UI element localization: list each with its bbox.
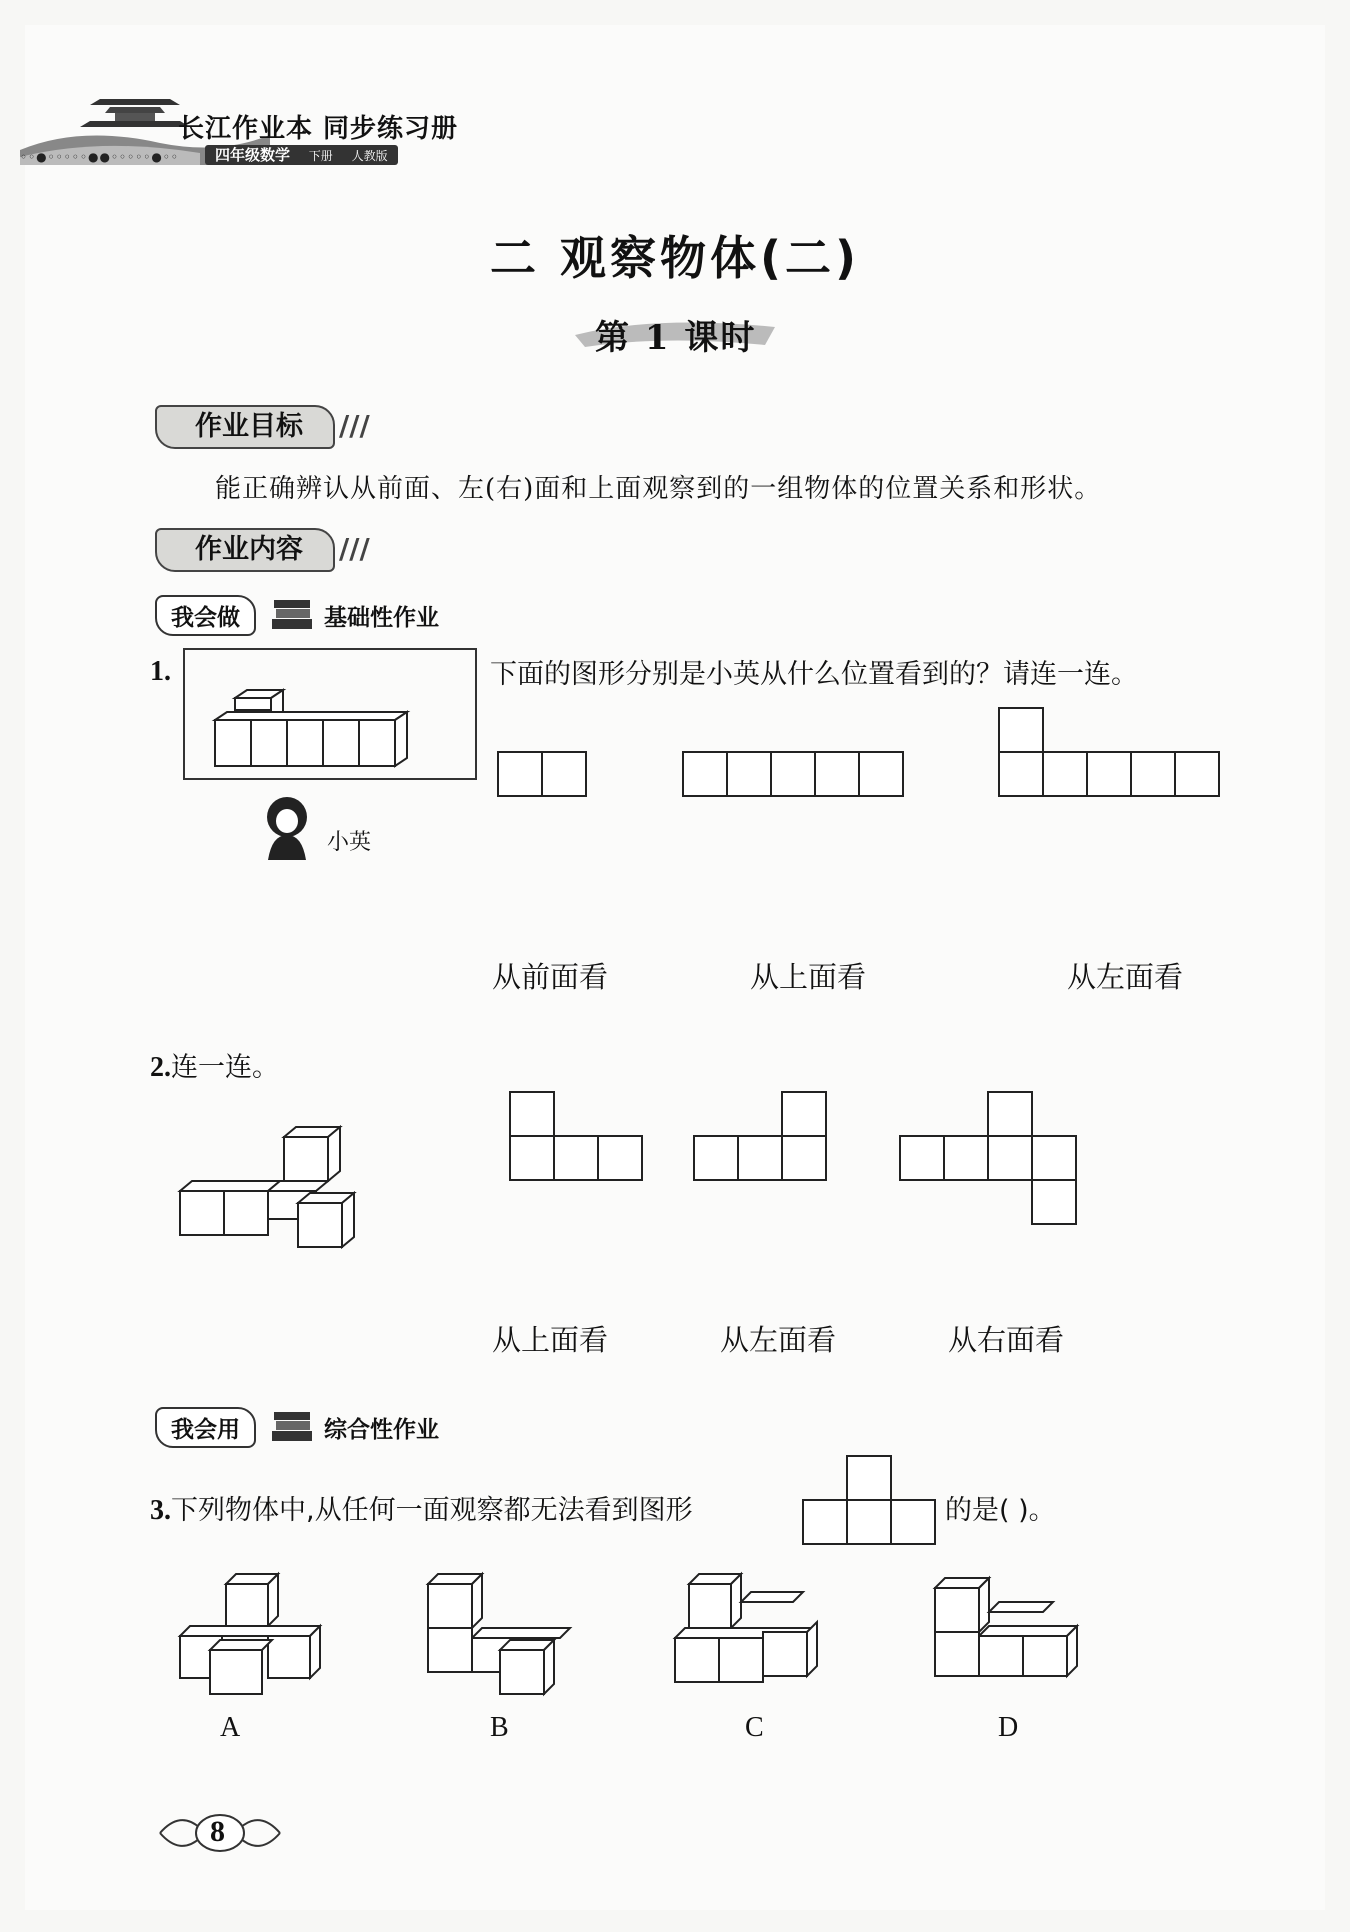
q2-label-right: 从右面看 [948,1323,1065,1357]
q2-view-a [510,1092,646,1184]
q2-label-top: 从上面看 [492,1323,609,1357]
q2-view-b [694,1092,830,1184]
q1-label-front: 从前面看 [492,960,609,994]
basic-pill: 我会做 [155,595,256,636]
basic-label: 基础性作业 [324,604,439,631]
q1-label-left: 从左面看 [1067,960,1184,994]
q3-option-b[interactable]: B [490,1712,509,1743]
q2-solid-figure [180,1125,380,1265]
book-stack-icon [270,1409,314,1445]
q3-option-a[interactable]: A [220,1712,241,1743]
q3-target-shape [803,1456,939,1548]
q3-option-c[interactable]: C [745,1712,764,1743]
q1-label-top: 从上面看 [750,960,867,994]
objective-text: 能正确辨认从前面、左(右)面和上面观察到的一组物体的位置关系和形状。 [215,474,1102,504]
comprehensive-label: 综合性作业 [324,1416,439,1443]
q3-prompt-start: 3.下列物体中,从任何一面观察都无法看到图形 [150,1495,693,1526]
comprehensive-pill: 我会用 [155,1407,256,1448]
q2-view-c [900,1092,1080,1228]
lesson-banner [595,310,756,359]
lesson-title: 第 1 课时 [595,318,757,358]
edition-label: 人教版 [351,149,388,163]
chapter-title: 二 观察物体(二) [489,231,861,285]
page-number: 8 [210,1815,225,1848]
objective-label: 作业目标 [155,405,335,449]
comprehensive-homework-tag [155,1408,439,1446]
series-title: 长江作业本 同步练习册 [178,114,459,144]
stripes-decoration: /// [339,409,370,442]
stripes-decoration: /// [339,532,370,565]
dots-decoration: ◦◦●◦◦◦◦◦●●◦◦◦◦◦●◦◦ [20,150,179,164]
q3-option-c-figure [675,1572,845,1702]
q3-prompt-end: 的是( )。 [945,1495,1056,1526]
q1-view-l-shape [999,708,1223,800]
objective-header [155,405,370,447]
grade-badge [205,145,398,165]
q1-prompt: 下面的图形分别是小英从什么位置看到的？请连一连。 [490,659,1138,690]
q2-heading: 2.连一连。 [150,1052,279,1083]
grade-subject: 四年级数学 [215,146,291,164]
person-label: 小英 [327,830,372,855]
q3-option-d[interactable]: D [998,1712,1019,1743]
girl-avatar [262,795,312,860]
content-header [155,528,370,570]
q2-label-left: 从左面看 [720,1323,837,1357]
volume-label: 下册 [308,149,333,163]
q1-solid-figure [205,690,465,810]
q1-number: 1. [150,656,171,687]
basic-homework-tag [155,596,439,634]
q1-view-five-squares [683,752,907,798]
book-stack-icon [270,597,314,633]
q3-option-a-figure [180,1570,340,1700]
q3-option-b-figure [428,1572,588,1702]
content-label: 作业内容 [155,528,335,572]
q1-view-two-squares [498,752,588,798]
q3-option-d-figure [935,1576,1095,1706]
